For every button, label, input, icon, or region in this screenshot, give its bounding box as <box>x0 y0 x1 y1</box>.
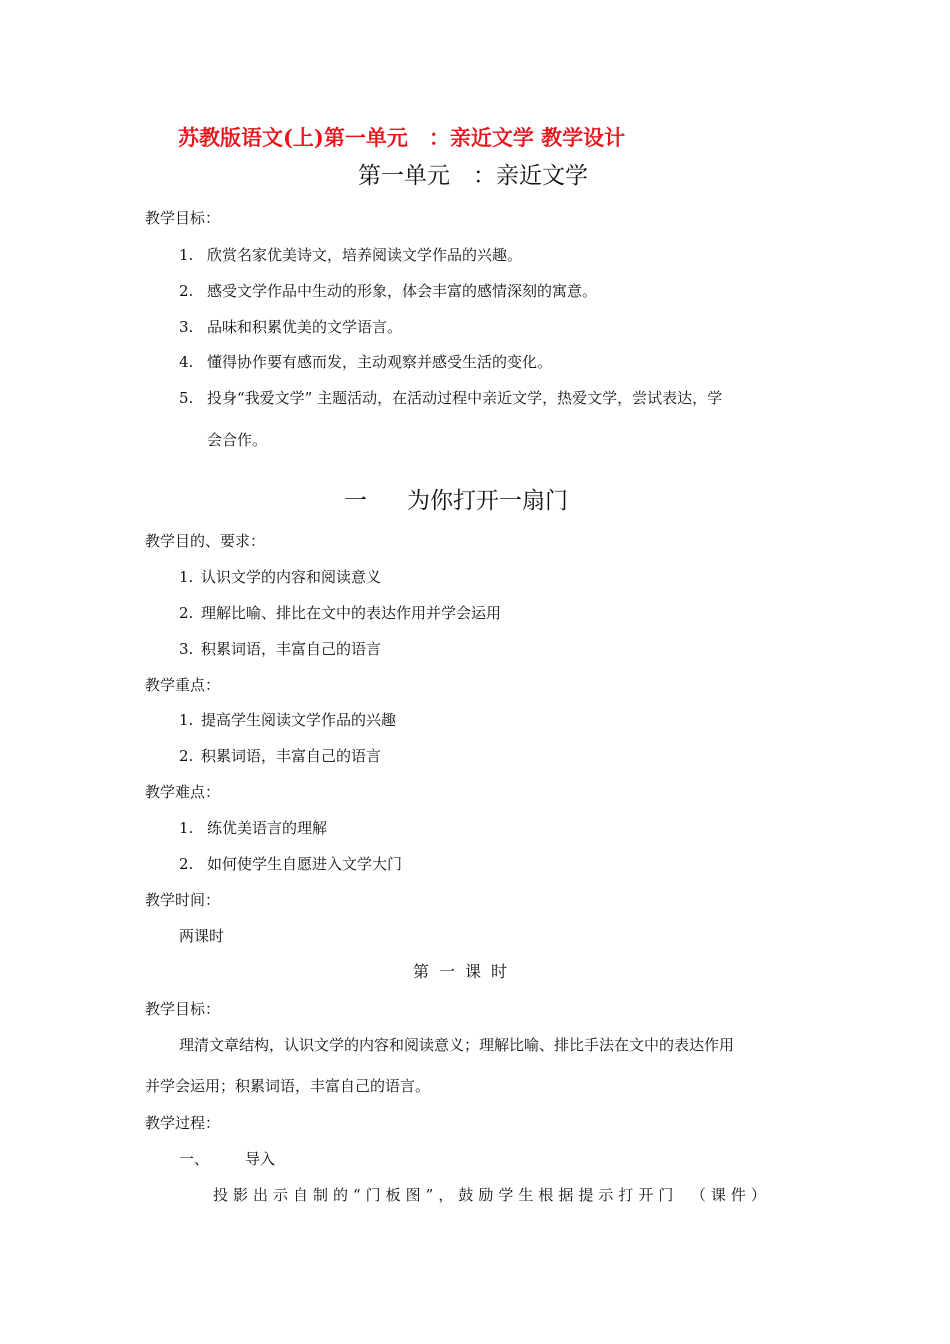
lesson-number: 一 <box>344 488 367 514</box>
key-point-item <box>179 710 396 730</box>
unit-objectives-heading: 教学目标： <box>145 209 221 227</box>
item-number: 5. <box>179 389 194 407</box>
difficulties-heading: 教学难点： <box>145 783 221 801</box>
lesson-title <box>344 486 568 516</box>
time-heading: 教学时间： <box>145 891 221 909</box>
item-number: 2. <box>179 855 194 873</box>
item-text: 认识文学的内容和阅读意义 <box>201 568 382 586</box>
step-number: 一、 <box>179 1150 210 1168</box>
item-text: 懂得协作要有感而发，主动观察并感受生活的变化。 <box>207 353 553 371</box>
item-text: 欣赏名家优美诗文，培养阅读文学作品的兴趣。 <box>207 246 523 264</box>
unit-objective-item <box>179 245 522 265</box>
period-objective-line: 并学会运用；积累词语，丰富自己的语言。 <box>145 1077 431 1095</box>
difficulty-item <box>179 854 402 874</box>
unit-objective-item <box>179 388 722 408</box>
difficulty-item <box>179 818 327 838</box>
item-text: 投身“我爱文学” 主题活动，在活动过程中亲近文学，热爱文学，尝试表达，学 <box>207 389 723 407</box>
item-text: 品味和积累优美的文学语言。 <box>207 318 403 336</box>
period-title: 第一课时 <box>413 962 518 981</box>
step-label: 导入 <box>245 1150 276 1168</box>
unit-objective-item <box>179 352 552 372</box>
item-number: 3. <box>179 318 194 336</box>
lesson-name: 为你打开一扇门 <box>407 488 568 514</box>
item-number: 2. <box>179 282 194 300</box>
item-text: 提高学生阅读文学作品的兴趣 <box>201 711 397 729</box>
item-number: 1. <box>179 568 194 586</box>
key-point-item <box>179 746 381 766</box>
item-number: 2. <box>179 604 194 622</box>
item-text: 积累词语，丰富自己的语言 <box>201 747 382 765</box>
process-step-text: 投影出示自制的“门板图”，鼓励学生根据提示打开门 （课件） <box>213 1186 771 1204</box>
time-value: 两课时 <box>179 927 225 945</box>
process-step <box>179 1149 275 1169</box>
item-number: 1. <box>179 819 194 837</box>
aim-item <box>179 639 381 659</box>
aim-item <box>179 567 381 587</box>
item-number: 2. <box>179 747 194 765</box>
item-text: 练优美语言的理解 <box>207 819 328 837</box>
item-text: 理解比喻、排比在文中的表达作用并学会运用 <box>201 604 502 622</box>
item-text: 积累词语，丰富自己的语言 <box>201 640 382 658</box>
item-number: 4. <box>179 353 194 371</box>
item-text: 感受文学作品中生动的形象，体会丰富的感情深刻的寓意。 <box>207 282 598 300</box>
period-objective-line: 理清文章结构，认识文学的内容和阅读意义；理解比喻、排比手法在文中的表达作用 <box>179 1036 735 1054</box>
unit-title: 第一单元 ：亲近文学 <box>358 163 588 189</box>
unit-objective-item <box>179 317 402 337</box>
aims-heading: 教学目的、要求： <box>145 532 266 550</box>
period-objective-heading: 教学目标： <box>145 1000 221 1018</box>
unit-objective-item-continuation: 会合作。 <box>207 431 268 449</box>
document-title: 苏教版语文(上)第一单元 ：亲近文学 教学设计 <box>178 125 626 150</box>
item-number: 1. <box>179 246 194 264</box>
item-text: 如何使学生自愿进入文学大门 <box>207 855 403 873</box>
item-number: 1. <box>179 711 194 729</box>
process-heading: 教学过程： <box>145 1114 221 1132</box>
unit-objective-item <box>179 281 597 301</box>
key-points-heading: 教学重点： <box>145 676 221 694</box>
aim-item <box>179 603 501 623</box>
item-number: 3. <box>179 640 194 658</box>
